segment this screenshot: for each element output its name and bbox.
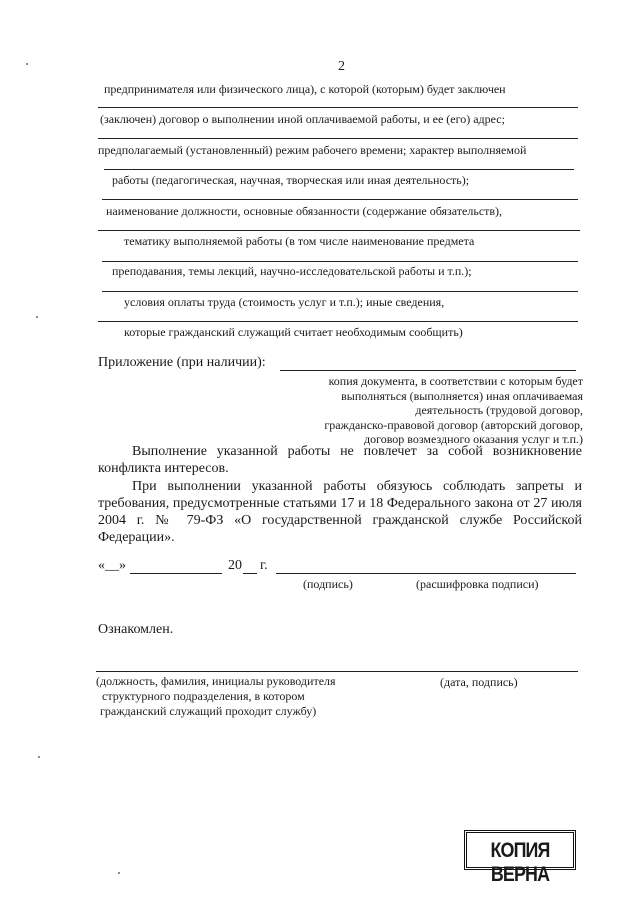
scan-speck [38, 756, 40, 758]
year-prefix: 20 [228, 558, 242, 573]
scan-speck [26, 63, 28, 65]
fill-line [98, 107, 578, 108]
fill-line [98, 138, 578, 139]
fill-line [280, 370, 576, 371]
field-caption: которые гражданский служащий считает необходимым сообщить) [124, 325, 463, 339]
scan-speck [36, 316, 38, 318]
fill-line [98, 321, 578, 322]
field-caption: условия оплаты труда (стоимость услуг и т.п.); иные сведения, [124, 295, 445, 309]
decoding-caption: (расшифровка подписи) [416, 577, 539, 591]
field-caption: предполагаемый (установленный) режим рабочего времени; характер выполняемой [98, 143, 527, 157]
year-suffix: г. [260, 558, 268, 573]
date-open: «__» [98, 558, 126, 573]
stamp-text: КОПИЯ ВЕРНА [490, 839, 550, 886]
fill-line [98, 230, 580, 231]
attachment-label: Приложение (при наличии): [98, 355, 266, 370]
fill-line [96, 671, 578, 672]
attachment-note: копия документа, в соответствии с которым будет выполняться (выполняется) иная оплачиваемая деятельность (трудовой договор, гражданско-правовой договор (авторский договор, договор возмездного оказания услуг и т.п.) [324, 374, 583, 447]
fill-line [102, 261, 578, 262]
acknowledged-label: Ознакомлен. [98, 622, 174, 637]
fill-line [102, 291, 578, 292]
field-caption: (заключен) договор о выполнении иной оплачиваемой работы, и ее (его) адрес; [100, 112, 505, 126]
fill-line [276, 573, 576, 574]
field-caption: предпринимателя или физического лица), с которой (которым) будет заключен [104, 82, 506, 96]
signature-caption: (подпись) [303, 577, 353, 591]
conflict-paragraph: Выполнение указанной работы не повлечет за собой возникновение конфликта интересов. [98, 444, 582, 476]
fill-line [243, 573, 257, 574]
head-caption: (должность, фамилия, инициалы руководителя структурного подразделения, в котором гражданский служащий проходит службу) [96, 674, 336, 718]
scan-speck [118, 872, 120, 874]
page-number: 2 [338, 59, 345, 74]
field-caption: преподавания, темы лекций, научно-исследовательской работы и т.п.); [112, 264, 472, 278]
fill-line [130, 573, 222, 574]
fill-line [102, 199, 578, 200]
obligation-paragraph: При выполнении указанной работы обязуюсь соблюдать запреты и требования, предусмотренные статьями 17 и 18 Федерального закона от 27 июля 2004 г. № 79-ФЗ «О государственной гражданской службе Российской Федерации». [98, 479, 582, 545]
date-signature-caption: (дата, подпись) [440, 675, 518, 689]
field-caption: работы (педагогическая, научная, творческая или иная деятельность); [112, 173, 470, 187]
copy-certified-stamp [464, 830, 576, 886]
fill-line [104, 169, 574, 170]
field-caption: наименование должности, основные обязанности (содержание обязательств), [106, 204, 503, 218]
field-caption: тематику выполняемой работы (в том числе наименование предмета [124, 234, 475, 248]
